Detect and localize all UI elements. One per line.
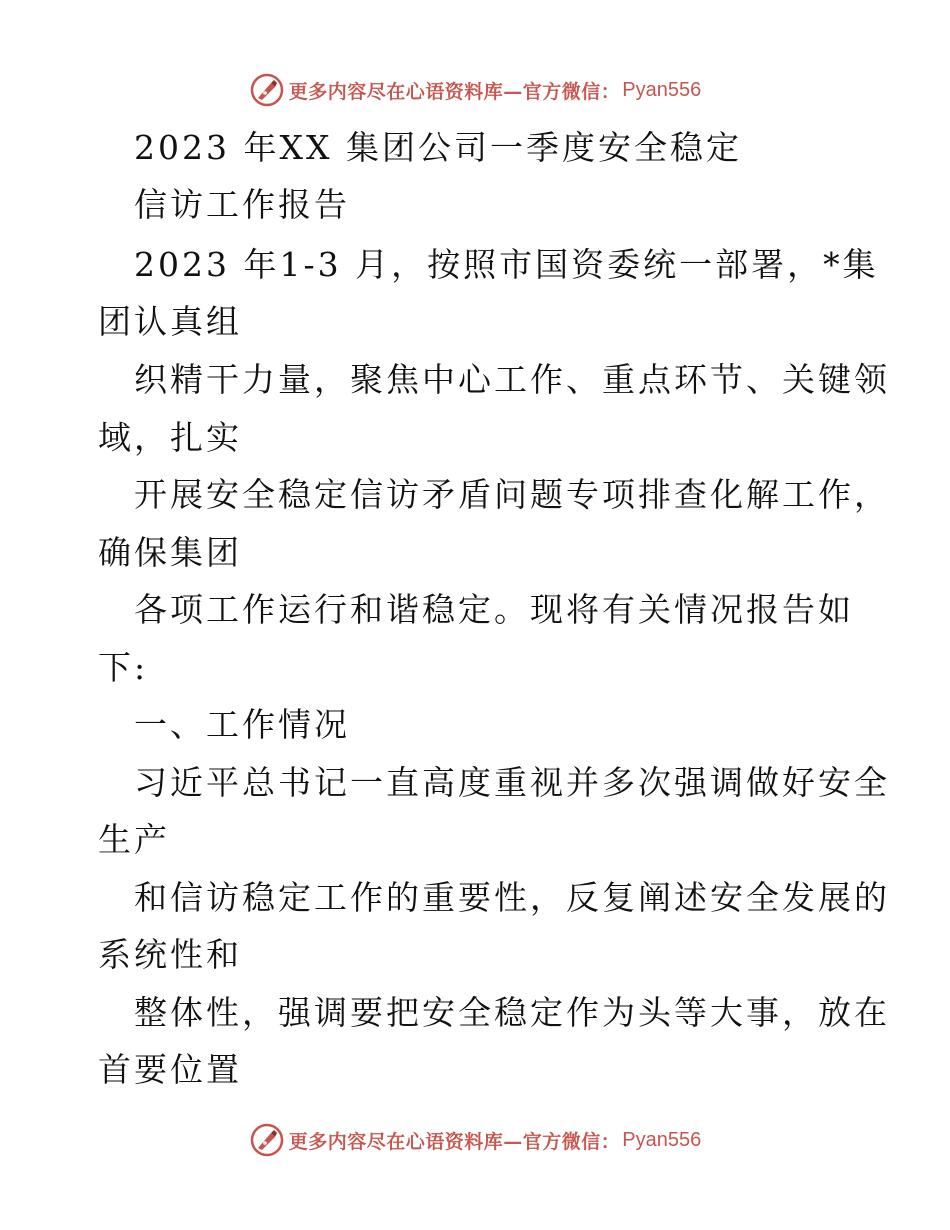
watermark-footer bbox=[0, 1120, 950, 1160]
text-line: 和信访稳定工作的重要性，反复阐述安全发展的 bbox=[134, 878, 890, 917]
text-line: 首要位置 bbox=[98, 1050, 242, 1089]
watermark-text: 更多内容尽在心语资料库—官方微信： bbox=[288, 1130, 621, 1153]
pen-nib-logo-icon bbox=[249, 1122, 285, 1158]
text-line: 习近平总书记一直高度重视并多次强调做好安全 bbox=[134, 763, 890, 802]
text-line: 织精干力量，聚焦中心工作、重点环节、关键领 bbox=[134, 360, 890, 399]
watermark-text: 更多内容尽在心语资料库—官方微信： bbox=[288, 80, 621, 103]
watermark-handle: Pyan556 bbox=[622, 78, 702, 101]
text-line: 系统性和 bbox=[98, 935, 242, 974]
text-line: 2023 年1-3 月，按照市国资委统一部署，*集 bbox=[134, 245, 879, 284]
watermark-header bbox=[0, 70, 950, 110]
document-title-line-1: 2023 年XX 集团公司一季度安全稳定 bbox=[134, 128, 742, 167]
pen-nib-logo-icon bbox=[249, 72, 285, 108]
text-line: 开展安全稳定信访矛盾问题专项排查化解工作， bbox=[134, 475, 890, 514]
text-line: 各项工作运行和谐稳定。现将有关情况报告如 bbox=[134, 590, 854, 629]
watermark-handle: Pyan556 bbox=[622, 1128, 702, 1151]
text-line: 域，扎实 bbox=[98, 418, 242, 457]
text-line: 确保集团 bbox=[98, 533, 242, 572]
text-line: 生产 bbox=[98, 820, 170, 859]
text-line: 下: bbox=[98, 648, 149, 687]
text-line: 团认真组 bbox=[98, 302, 242, 341]
text-line: 整体性，强调要把安全稳定作为头等大事，放在 bbox=[134, 993, 890, 1032]
section-heading: 一、工作情况 bbox=[134, 705, 350, 744]
document-title-line-2: 信访工作报告 bbox=[134, 185, 350, 224]
